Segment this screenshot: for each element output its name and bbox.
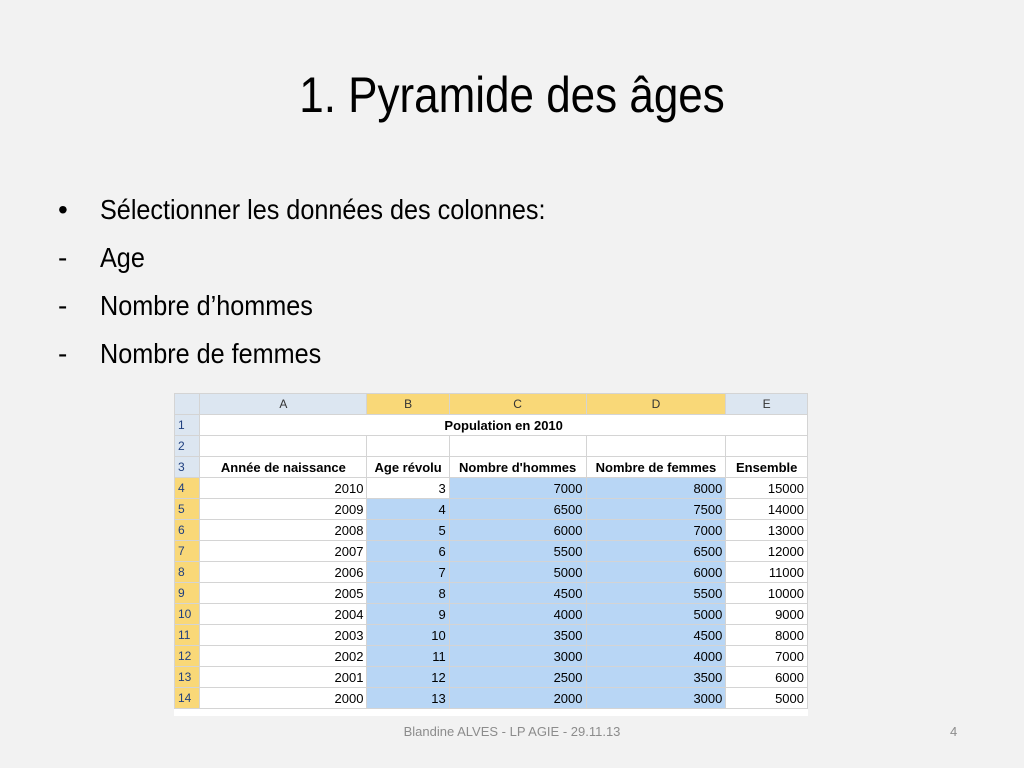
table-cell[interactable]: 6500 xyxy=(449,499,586,520)
bullet-marker: - xyxy=(58,242,68,273)
bullet-marker: - xyxy=(58,290,68,321)
column-header[interactable]: A xyxy=(200,394,367,415)
table-cell[interactable]: 7000 xyxy=(449,478,586,499)
row-header[interactable]: 7 xyxy=(175,541,200,562)
table-cell[interactable]: 12 xyxy=(367,667,449,688)
table-cell[interactable]: 7000 xyxy=(726,646,808,667)
table-cell[interactable]: 15000 xyxy=(726,478,808,499)
column-title[interactable]: Nombre d'hommes xyxy=(449,457,586,478)
table-cell[interactable]: 9000 xyxy=(726,604,808,625)
table-row xyxy=(175,457,808,478)
table-row xyxy=(175,604,808,625)
row-header[interactable]: 4 xyxy=(175,478,200,499)
row-header[interactable]: 8 xyxy=(175,562,200,583)
table-caption[interactable]: Population en 2010 xyxy=(200,415,808,436)
table-cell[interactable]: 2010 xyxy=(200,478,367,499)
table-cell[interactable]: 2000 xyxy=(200,688,367,709)
table-cell[interactable]: 7000 xyxy=(586,520,726,541)
table-row xyxy=(175,688,808,709)
table-cell[interactable]: 5000 xyxy=(726,688,808,709)
table-row xyxy=(175,541,808,562)
column-title[interactable]: Année de naissance xyxy=(200,457,367,478)
bullet-text: Nombre de femmes xyxy=(100,338,322,369)
cell[interactable] xyxy=(586,436,726,457)
table-cell[interactable]: 3000 xyxy=(586,688,726,709)
table-cell[interactable]: 8000 xyxy=(586,478,726,499)
table-cell[interactable]: 2002 xyxy=(200,646,367,667)
table-cell[interactable]: 8 xyxy=(367,583,449,604)
row-header[interactable]: 13 xyxy=(175,667,200,688)
table-cell[interactable]: 9 xyxy=(367,604,449,625)
table-cell[interactable]: 2008 xyxy=(200,520,367,541)
bullet-text: Sélectionner les données des colonnes: xyxy=(100,194,546,225)
bullet-item xyxy=(58,330,595,378)
column-title[interactable]: Ensemble xyxy=(726,457,808,478)
table-cell[interactable]: 7500 xyxy=(586,499,726,520)
table-row xyxy=(175,499,808,520)
table-cell[interactable]: 5000 xyxy=(449,562,586,583)
table-cell[interactable]: 6000 xyxy=(726,667,808,688)
table-cell[interactable]: 8000 xyxy=(726,625,808,646)
table-cell[interactable]: 14000 xyxy=(726,499,808,520)
table-cell[interactable]: 6 xyxy=(367,541,449,562)
table-cell[interactable]: 3500 xyxy=(449,625,586,646)
table-cell[interactable]: 10000 xyxy=(726,583,808,604)
table-row xyxy=(175,436,808,457)
table-cell[interactable]: 10 xyxy=(367,625,449,646)
bullet-item xyxy=(58,234,595,282)
table-row xyxy=(175,562,808,583)
table-cell[interactable]: 5000 xyxy=(586,604,726,625)
table-cell[interactable]: 2005 xyxy=(200,583,367,604)
column-header[interactable]: B xyxy=(367,394,449,415)
table-cell[interactable]: 4000 xyxy=(449,604,586,625)
table-cell[interactable]: 13000 xyxy=(726,520,808,541)
table-cell[interactable]: 2009 xyxy=(200,499,367,520)
bullet-marker: • xyxy=(58,194,68,225)
table-cell[interactable]: 4000 xyxy=(586,646,726,667)
table-row xyxy=(175,478,808,499)
row-header[interactable]: 12 xyxy=(175,646,200,667)
table-cell[interactable]: 4500 xyxy=(586,625,726,646)
table-cell[interactable]: 6500 xyxy=(586,541,726,562)
column-title[interactable]: Age révolu xyxy=(367,457,449,478)
slide-title: 1. Pyramide des âges xyxy=(299,67,725,123)
bullet-item xyxy=(58,186,595,234)
table-cell[interactable]: 6000 xyxy=(449,520,586,541)
row-header[interactable]: 1 xyxy=(175,415,200,436)
cell[interactable] xyxy=(726,436,808,457)
row-header[interactable]: 6 xyxy=(175,520,200,541)
bullet-item xyxy=(58,282,595,330)
table-cell[interactable]: 2001 xyxy=(200,667,367,688)
row-header[interactable]: 2 xyxy=(175,436,200,457)
table-row xyxy=(175,625,808,646)
table-cell[interactable]: 4500 xyxy=(449,583,586,604)
table-cell[interactable]: 3000 xyxy=(449,646,586,667)
table-cell[interactable]: 2003 xyxy=(200,625,367,646)
bullet-text: Nombre d’hommes xyxy=(100,290,313,321)
row-header[interactable]: 9 xyxy=(175,583,200,604)
spreadsheet-table xyxy=(174,393,808,709)
table-cell[interactable]: 6000 xyxy=(586,562,726,583)
column-title[interactable]: Nombre de femmes xyxy=(586,457,726,478)
table-cell[interactable]: 4 xyxy=(367,499,449,520)
select-all-corner[interactable] xyxy=(175,394,200,415)
row-header[interactable]: 14 xyxy=(175,688,200,709)
column-header[interactable]: D xyxy=(586,394,726,415)
table-cell[interactable]: 2004 xyxy=(200,604,367,625)
page-number: 4 xyxy=(950,724,958,739)
table-cell[interactable]: 11 xyxy=(367,646,449,667)
table-cell[interactable]: 7 xyxy=(367,562,449,583)
table-row xyxy=(175,520,808,541)
table-row xyxy=(175,415,808,436)
row-header[interactable]: 5 xyxy=(175,499,200,520)
column-header[interactable]: C xyxy=(449,394,586,415)
table-cell[interactable]: 13 xyxy=(367,688,449,709)
column-header-row xyxy=(175,394,808,415)
bullet-text: Age xyxy=(100,242,145,273)
row-header[interactable]: 3 xyxy=(175,457,200,478)
table-cell[interactable]: 5500 xyxy=(586,583,726,604)
table-cell[interactable]: 5 xyxy=(367,520,449,541)
cell[interactable] xyxy=(449,436,586,457)
table-cell[interactable]: 2006 xyxy=(200,562,367,583)
row-header[interactable]: 10 xyxy=(175,604,200,625)
table-row xyxy=(175,646,808,667)
bullet-marker: - xyxy=(58,338,68,369)
cell[interactable] xyxy=(367,436,449,457)
table-cell[interactable]: 12000 xyxy=(726,541,808,562)
spreadsheet-screenshot xyxy=(174,393,808,716)
column-header[interactable]: E xyxy=(726,394,808,415)
table-row xyxy=(175,583,808,604)
table-cell[interactable]: 3500 xyxy=(586,667,726,688)
table-row xyxy=(175,667,808,688)
table-cell[interactable]: 5500 xyxy=(449,541,586,562)
table-cell[interactable]: 3 xyxy=(367,478,449,499)
row-header[interactable]: 11 xyxy=(175,625,200,646)
cell[interactable] xyxy=(200,436,367,457)
table-cell[interactable]: 2500 xyxy=(449,667,586,688)
table-cell[interactable]: 2007 xyxy=(200,541,367,562)
table-cell[interactable]: 2000 xyxy=(449,688,586,709)
slide-footer: Blandine ALVES - LP AGIE - 29.11.13 xyxy=(403,724,621,739)
table-cell[interactable]: 11000 xyxy=(726,562,808,583)
bullet-list xyxy=(58,186,595,378)
